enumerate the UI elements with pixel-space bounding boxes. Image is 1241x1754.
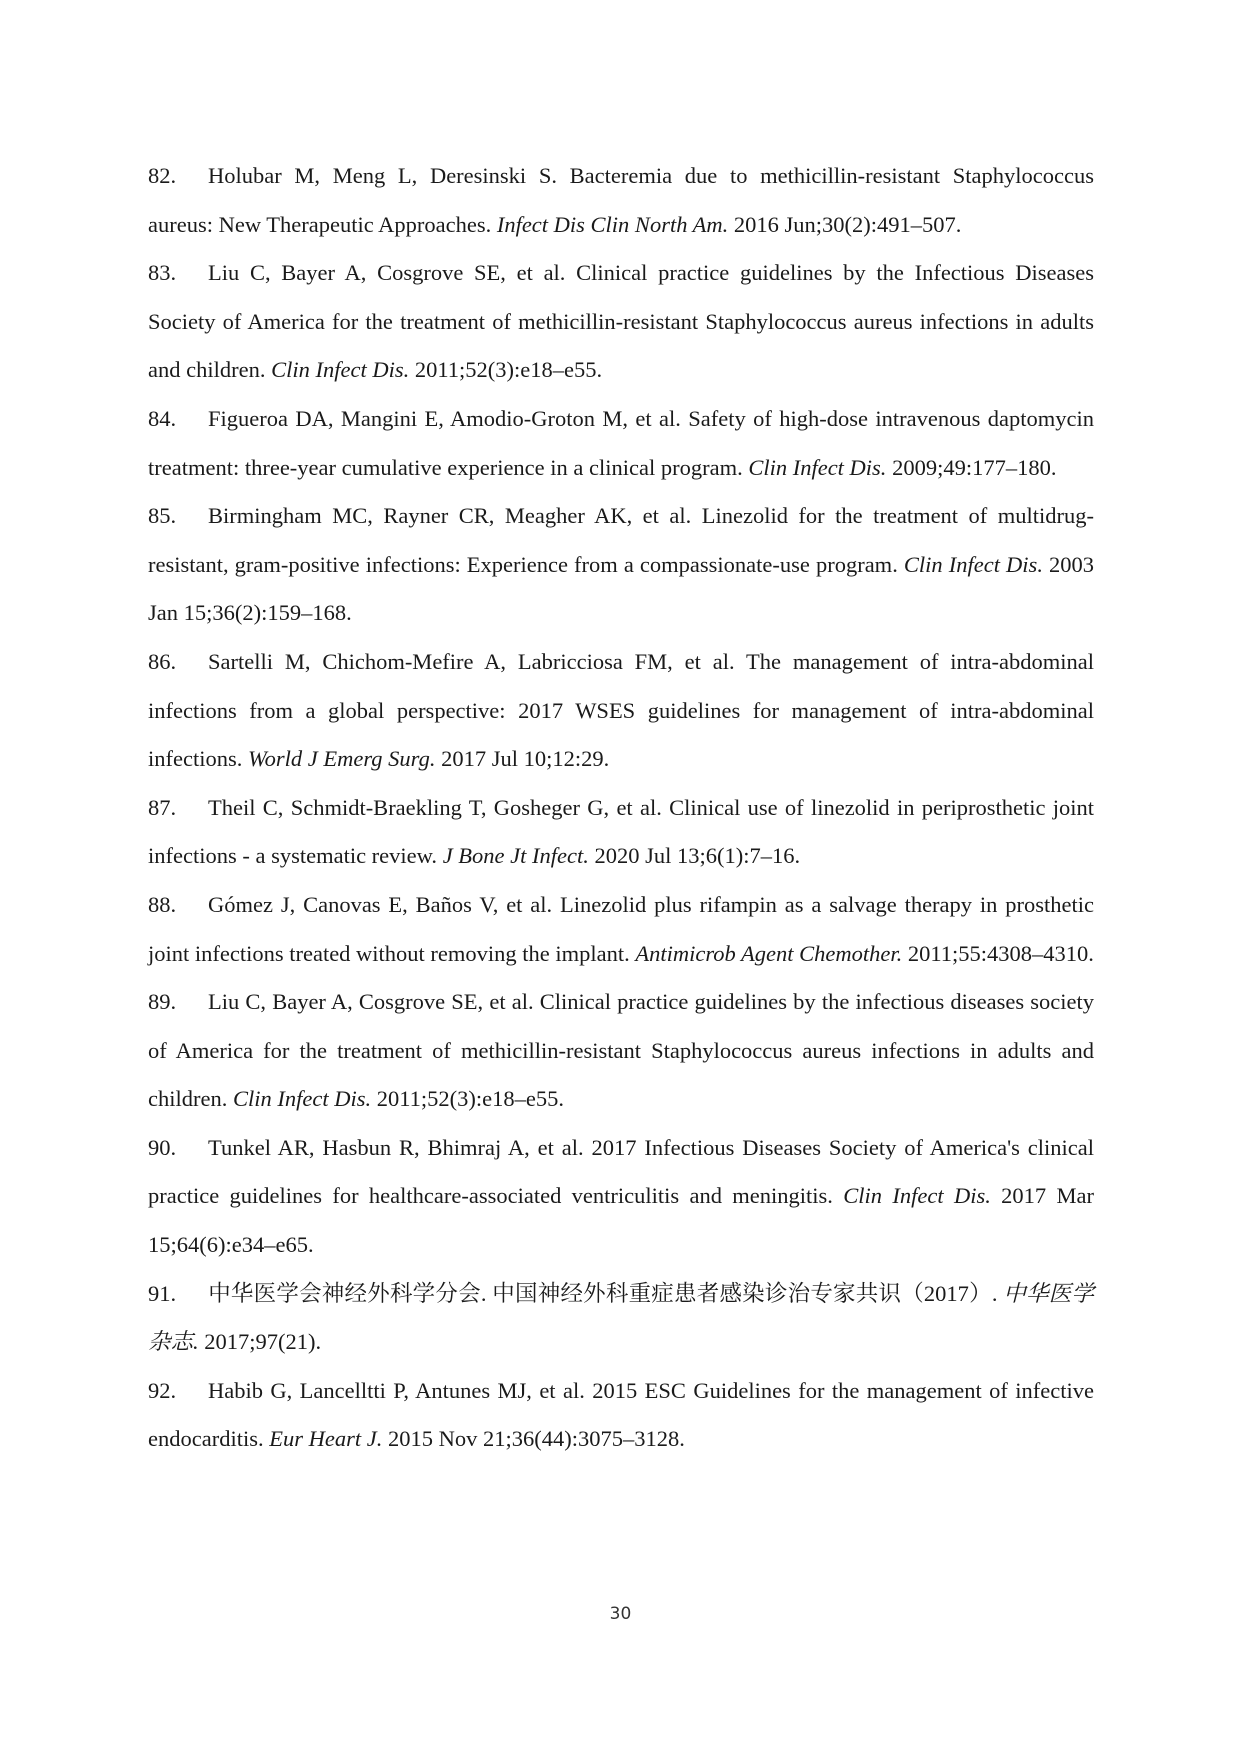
reference-item bbox=[148, 249, 1094, 395]
reference-journal: 中华医学杂志. bbox=[148, 1280, 1094, 1355]
reference-citation: 2011;52(3):e18–e55. bbox=[414, 357, 603, 383]
reference-number: 92. bbox=[148, 1377, 177, 1403]
reference-citation: 2017;97(21). bbox=[204, 1329, 322, 1355]
reference-citation: 2020 Jul 13;6(1):7–16. bbox=[594, 843, 801, 869]
reference-journal: Clin Infect Dis. bbox=[232, 1086, 372, 1112]
reference-item bbox=[148, 784, 1094, 881]
reference-text: Holubar M, Meng L, Deresinski S. Bacteremia due to methicillin-resistant Staphylococcus aureus: New Therapeutic Approaches. bbox=[148, 163, 1094, 237]
reference-item bbox=[148, 492, 1094, 638]
reference-journal: Antimicrob Agent Chemother. bbox=[635, 940, 903, 966]
reference-number: 84. bbox=[148, 405, 177, 431]
reference-number: 85. bbox=[148, 503, 177, 529]
page-number: 30 bbox=[609, 1604, 632, 1624]
reference-text: Liu C, Bayer A, Cosgrove SE, et al. Clinical practice guidelines by the Infectious Diseases Society of America for the treatment of methicillin-resistant Staphylococcus aureus infections in adults and children. bbox=[148, 260, 1094, 383]
reference-citation: 2009;49:177–180. bbox=[892, 454, 1057, 480]
reference-citation: 2016 Jun;30(2):491–507. bbox=[733, 211, 962, 237]
reference-journal: J Bone Jt Infect. bbox=[442, 843, 589, 869]
reference-journal: Clin Infect Dis. bbox=[903, 551, 1043, 577]
reference-text: 中华医学会神经外科学分会. 中国神经外科重症患者感染诊治专家共识（2017）. bbox=[208, 1280, 998, 1306]
reference-citation: 2011;52(3):e18–e55. bbox=[376, 1086, 564, 1112]
reference-number: 91. bbox=[148, 1280, 177, 1306]
reference-item bbox=[148, 1270, 1094, 1367]
reference-item bbox=[148, 978, 1094, 1124]
reference-item bbox=[148, 1124, 1094, 1270]
reference-journal: Infect Dis Clin North Am. bbox=[496, 211, 729, 237]
reference-number: 86. bbox=[148, 648, 177, 674]
reference-citation: 2003 Jan 15;36(2):159–168. bbox=[148, 551, 1095, 626]
reference-item bbox=[148, 1367, 1094, 1464]
reference-citation: 2017 Jul 10;12:29. bbox=[441, 746, 610, 772]
reference-journal: Clin Infect Dis. bbox=[843, 1183, 991, 1209]
reference-text: Figueroa DA, Mangini E, Amodio-Groton M, et al. Safety of high-dose intravenous daptomycin treatment: three-year cumulative experience in a clinical program. bbox=[148, 405, 1094, 480]
reference-number: 88. bbox=[148, 891, 177, 917]
reference-item bbox=[148, 152, 1094, 249]
reference-number: 87. bbox=[148, 794, 177, 820]
reference-item bbox=[148, 881, 1094, 978]
reference-journal: World J Emerg Surg. bbox=[247, 746, 436, 772]
reference-journal: Eur Heart J. bbox=[269, 1426, 383, 1452]
reference-citation: 2011;55:4308–4310. bbox=[907, 940, 1094, 966]
reference-text: Theil C, Schmidt-Braekling T, Gosheger G, et al. Clinical use of linezolid in periprosthetic joint infections - a systematic review. bbox=[148, 794, 1094, 869]
reference-text: Tunkel AR, Hasbun R, Bhimraj A, et al. 2017 Infectious Diseases Society of America's clinical practice guidelines for healthcare-associated ventriculitis and meningitis. bbox=[148, 1134, 1094, 1209]
reference-journal: Clin Infect Dis. bbox=[271, 357, 410, 383]
reference-citation: 2017 Mar 15;64(6):e34–e65. bbox=[148, 1183, 1094, 1258]
reference-text: Liu C, Bayer A, Cosgrove SE, et al. Clinical practice guidelines by the infectious diseases society of America for the treatment of methicillin-resistant Staphylococcus aureus infections in adults and children. bbox=[148, 989, 1094, 1112]
reference-number: 83. bbox=[148, 260, 177, 286]
reference-item bbox=[148, 395, 1094, 492]
reference-text: Birmingham MC, Rayner CR, Meagher AK, et al. Linezolid for the treatment of multidrug-resistant, gram-positive infections: Experience from a compassionate-use program. bbox=[148, 503, 1094, 577]
reference-text: Sartelli M, Chichom-Mefire A, Labricciosa FM, et al. The management of intra-abdominal infections from a global perspective: 2017 WSES guidelines for management of intra-abdominal infections. bbox=[148, 648, 1094, 772]
reference-item bbox=[148, 638, 1094, 784]
reference-text: Habib G, Lancelltti P, Antunes MJ, et al. 2015 ESC Guidelines for the management of infective endocarditis. bbox=[148, 1377, 1094, 1452]
reference-list bbox=[148, 152, 1094, 1464]
reference-number: 89. bbox=[148, 989, 177, 1015]
reference-text: Gómez J, Canovas E, Baños V, et al. Linezolid plus rifampin as a salvage therapy in prosthetic joint infections treated without removing the implant. bbox=[148, 891, 1094, 966]
reference-number: 82. bbox=[148, 163, 177, 188]
reference-citation: 2015 Nov 21;36(44):3075–3128. bbox=[387, 1426, 685, 1452]
reference-journal: Clin Infect Dis. bbox=[748, 454, 887, 480]
reference-number: 90. bbox=[148, 1134, 177, 1160]
